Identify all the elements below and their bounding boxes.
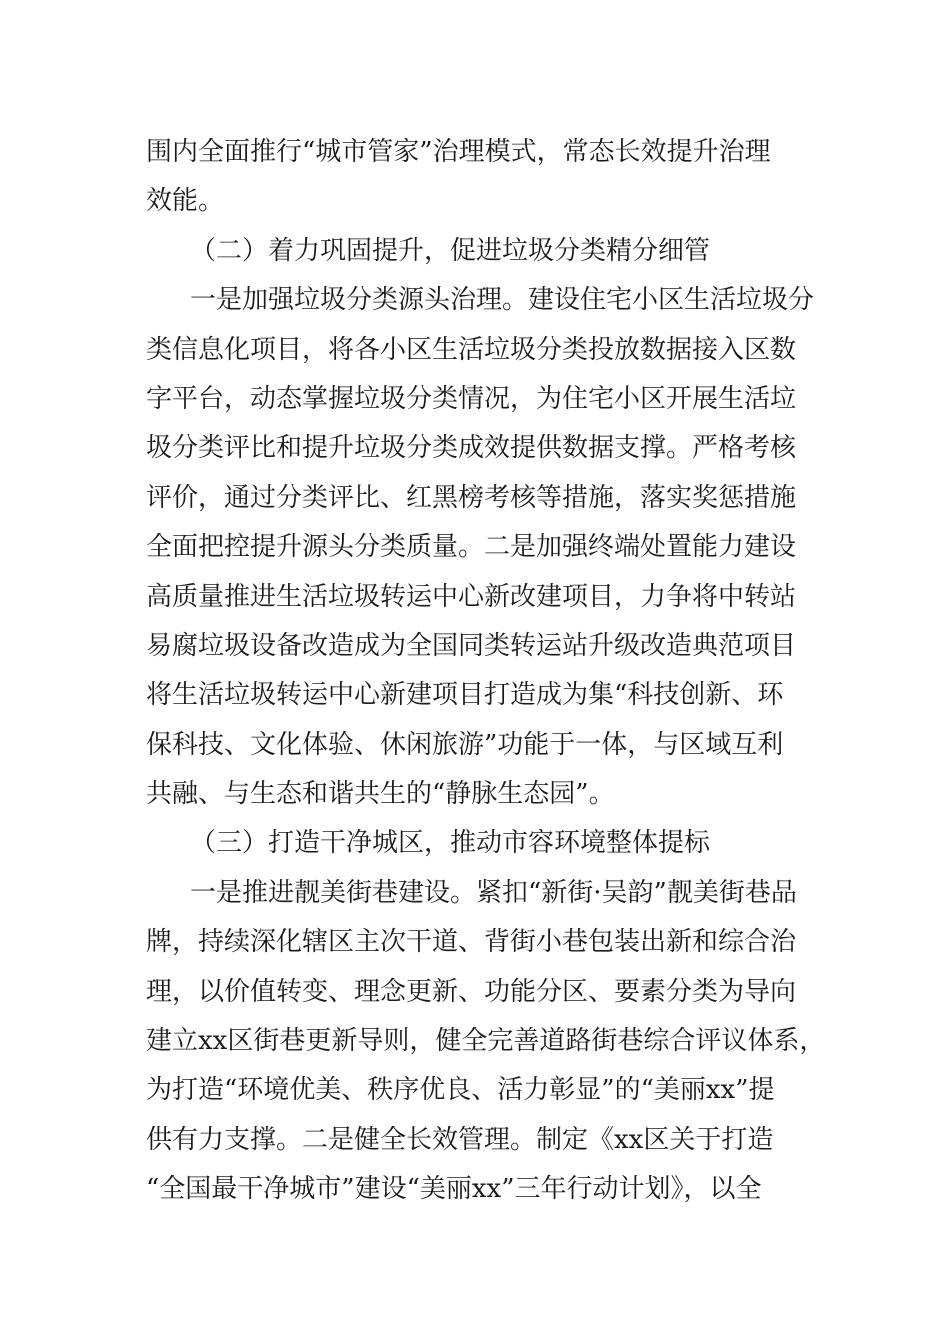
text-line: 效能。 (146, 186, 225, 217)
text-line: 全面把控提升源头分类质量。二是加强终端处置能力建设 (146, 532, 797, 563)
body-text (146, 128, 826, 1215)
paragraph-start-line: 一是推进靓美街巷建设。紧扣“新街·吴韵”靓美街巷品 (190, 877, 797, 908)
section-heading: （二）着力巩固提升，促进垃圾分类精分细管 (190, 235, 711, 266)
text-line: 评价，通过分类评比、红黑榜考核等措施，落实奖惩措施 (146, 482, 797, 513)
text-line: 保科技、文化体验、休闲旅游”功能于一体，与区域互利 (146, 729, 784, 760)
text-line: 理，以价值转变、理念更新、功能分区、要素分类为导向 (146, 976, 797, 1007)
section-heading: （三）打造干净城区，推动市容环境整体提标 (190, 828, 711, 859)
text-line: 圾分类评比和提升垃圾分类成效提供数据支撑。严格考核 (146, 433, 797, 464)
text-line: 高质量推进生活垃圾转运中心新改建项目，力争将中转站 (146, 581, 797, 612)
text-line: 围内全面推行“城市管家”治理模式，常态长效提升治理 (146, 137, 771, 167)
text-line: 类信息化项目，将各小区生活垃圾分类投放数据接入区数 (146, 334, 797, 365)
text-line: 供有力支撑。二是健全长效管理。制定《xx区关于打造 (146, 1124, 774, 1155)
text-line: 建立xx区街巷更新导则，健全完善道路街巷综合评议体系， (146, 1026, 826, 1057)
text-line: 将生活垃圾转运中心新建项目打造成为集“科技创新、环 (146, 680, 784, 711)
text-line: 共融、与生态和谐共生的“静脉生态园”。 (146, 779, 615, 810)
paragraph-start-line: 一是加强垃圾分类源头治理。建设住宅小区生活垃圾分 (190, 285, 815, 316)
text-line: “全国最干净城市”建设“美丽xx”三年行动计划》，以全 (146, 1174, 762, 1205)
text-line: 牌，持续深化辖区主次干道、背街小巷包装出新和综合治 (146, 927, 797, 958)
text-line: 为打造“环境优美、秩序优良、活力彰显”的“美丽xx”提 (146, 1075, 775, 1106)
text-line: 易腐垃圾设备改造成为全国同类转运站升级改造典范项目 (146, 630, 797, 661)
text-line: 字平台，动态掌握垃圾分类情况，为住宅小区开展生活垃 (146, 383, 797, 414)
